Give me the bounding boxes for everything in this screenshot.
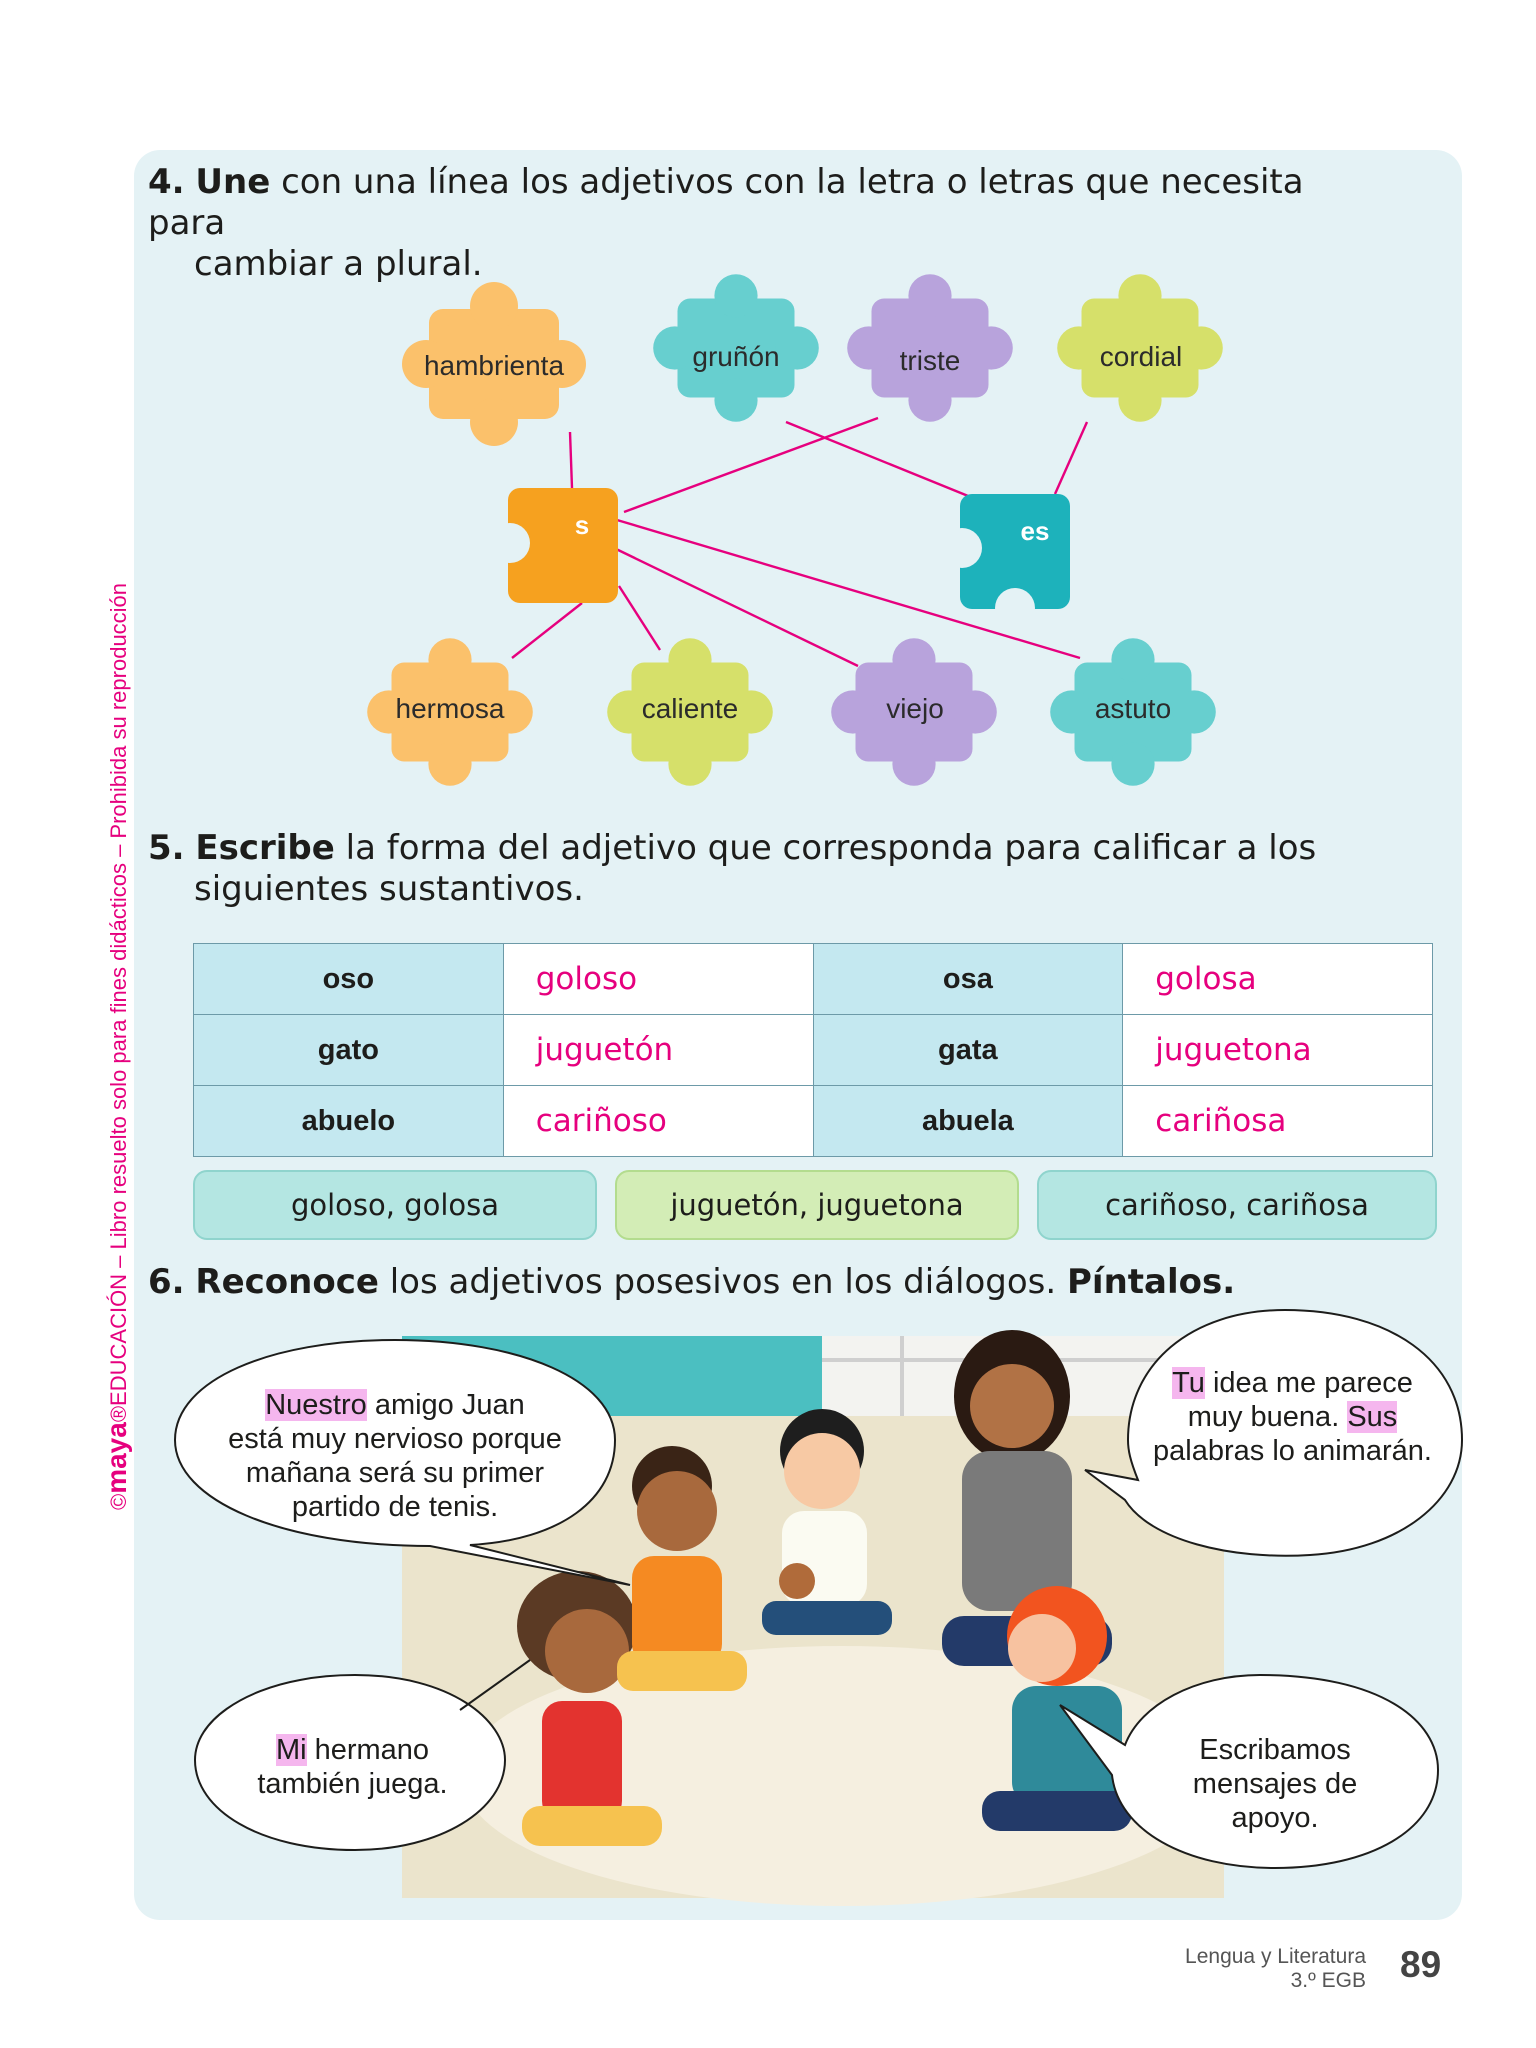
bubble-text-escribamos [1150,1733,1400,1835]
question-text: la forma del adjetivo que corresponda para calificar a los [334,828,1317,868]
puzzle-label-hambrienta: hambrienta [423,350,565,381]
question-text-cont: siguientes sustantivos. [194,869,584,909]
answer-cell[interactable]: goloso [503,944,813,1015]
question-number: 6. [148,1262,185,1302]
subject-name: Lengua y Literatura [1185,1945,1366,1968]
word-option-2: juguetón, juguetona [615,1170,1019,1240]
bubble-text-mi-hermano [205,1733,500,1801]
question-number: 5. [148,828,185,868]
puzzle-label-cordial: cordial [1099,341,1183,372]
noun-cell: abuela [813,1086,1123,1157]
bubble-line: muy buena. [1187,1401,1348,1433]
bubble-line: mensajes de [1192,1768,1358,1800]
puzzle-label-astuto: astuto [1094,693,1172,724]
ending-label-s: s [574,510,590,540]
possessive-highlight[interactable]: Sus [1347,1401,1398,1433]
bubble-text-tu-idea [1130,1366,1455,1468]
bubble-line: palabras lo animarán. [1153,1435,1432,1467]
bubble-line: Escribamos [1199,1734,1351,1766]
puzzle-label-triste: triste [899,345,961,376]
bubble-line: amigo Juan [366,1389,525,1421]
question-number: 4. [148,162,185,202]
puzzle-label-hermosa: hermosa [395,693,505,724]
footer-subject [1185,1945,1366,1993]
brand-name: maya [101,1422,132,1494]
question-text: los adjetivos posesivos en los diálogos. [378,1262,1067,1302]
question-text: con una línea los adjetivos con la letra o letras que necesita para [148,162,1304,243]
registered-symbol: ® [106,1405,131,1423]
question-text-cont: cambiar a plural. [194,244,483,284]
question-verb: Une [195,162,271,202]
bubble-line: también juega. [257,1768,448,1800]
possessive-highlight[interactable]: Nuestro [265,1389,367,1421]
possessive-highlight[interactable]: Tu [1172,1367,1205,1399]
answer-cell[interactable]: juguetón [503,1015,813,1086]
sidebar-text: EDUCACIÓN – Libro resuelto solo para fines didácticos – Prohibida su reproducción [106,582,131,1406]
word-option-1: goloso, golosa [193,1170,597,1240]
puzzle-label-grunon: gruñón [692,341,780,372]
page-number: 89 [1400,1944,1442,1985]
answer-cell[interactable]: cariñoso [503,1086,813,1157]
question-verb: Escribe [195,828,335,868]
noun-cell: abuelo [194,1086,504,1157]
question-verb-2: Píntalos. [1067,1262,1236,1302]
bubble-line: partido de tenis. [291,1491,499,1523]
bubble-line: idea me parece [1204,1367,1413,1399]
noun-cell: gata [813,1015,1123,1086]
puzzle-label-viejo: viejo [886,693,944,724]
bubble-text-nuestro [185,1388,605,1524]
bubble-line: hermano [306,1734,430,1766]
noun-cell: osa [813,944,1123,1015]
bubble-line: mañana será su primer [245,1457,545,1489]
answer-cell[interactable]: juguetona [1123,1015,1433,1086]
word-option-3: cariñoso, cariñosa [1037,1170,1437,1240]
answer-cell[interactable]: golosa [1123,944,1433,1015]
answer-cell[interactable]: cariñosa [1123,1086,1433,1157]
puzzle-label-caliente: caliente [641,693,739,724]
noun-cell: gato [194,1015,504,1086]
bubble-line: está muy nervioso porque [228,1423,562,1455]
noun-cell: oso [194,944,504,1015]
copyright-symbol: © [106,1493,131,1510]
grade-level: 3.º EGB [1290,1969,1366,1992]
possessive-highlight[interactable]: Mi [275,1734,307,1766]
question-verb: Reconoce [195,1262,379,1302]
ending-label-es: es [1020,516,1050,546]
bubble-line: apoyo. [1231,1802,1319,1834]
